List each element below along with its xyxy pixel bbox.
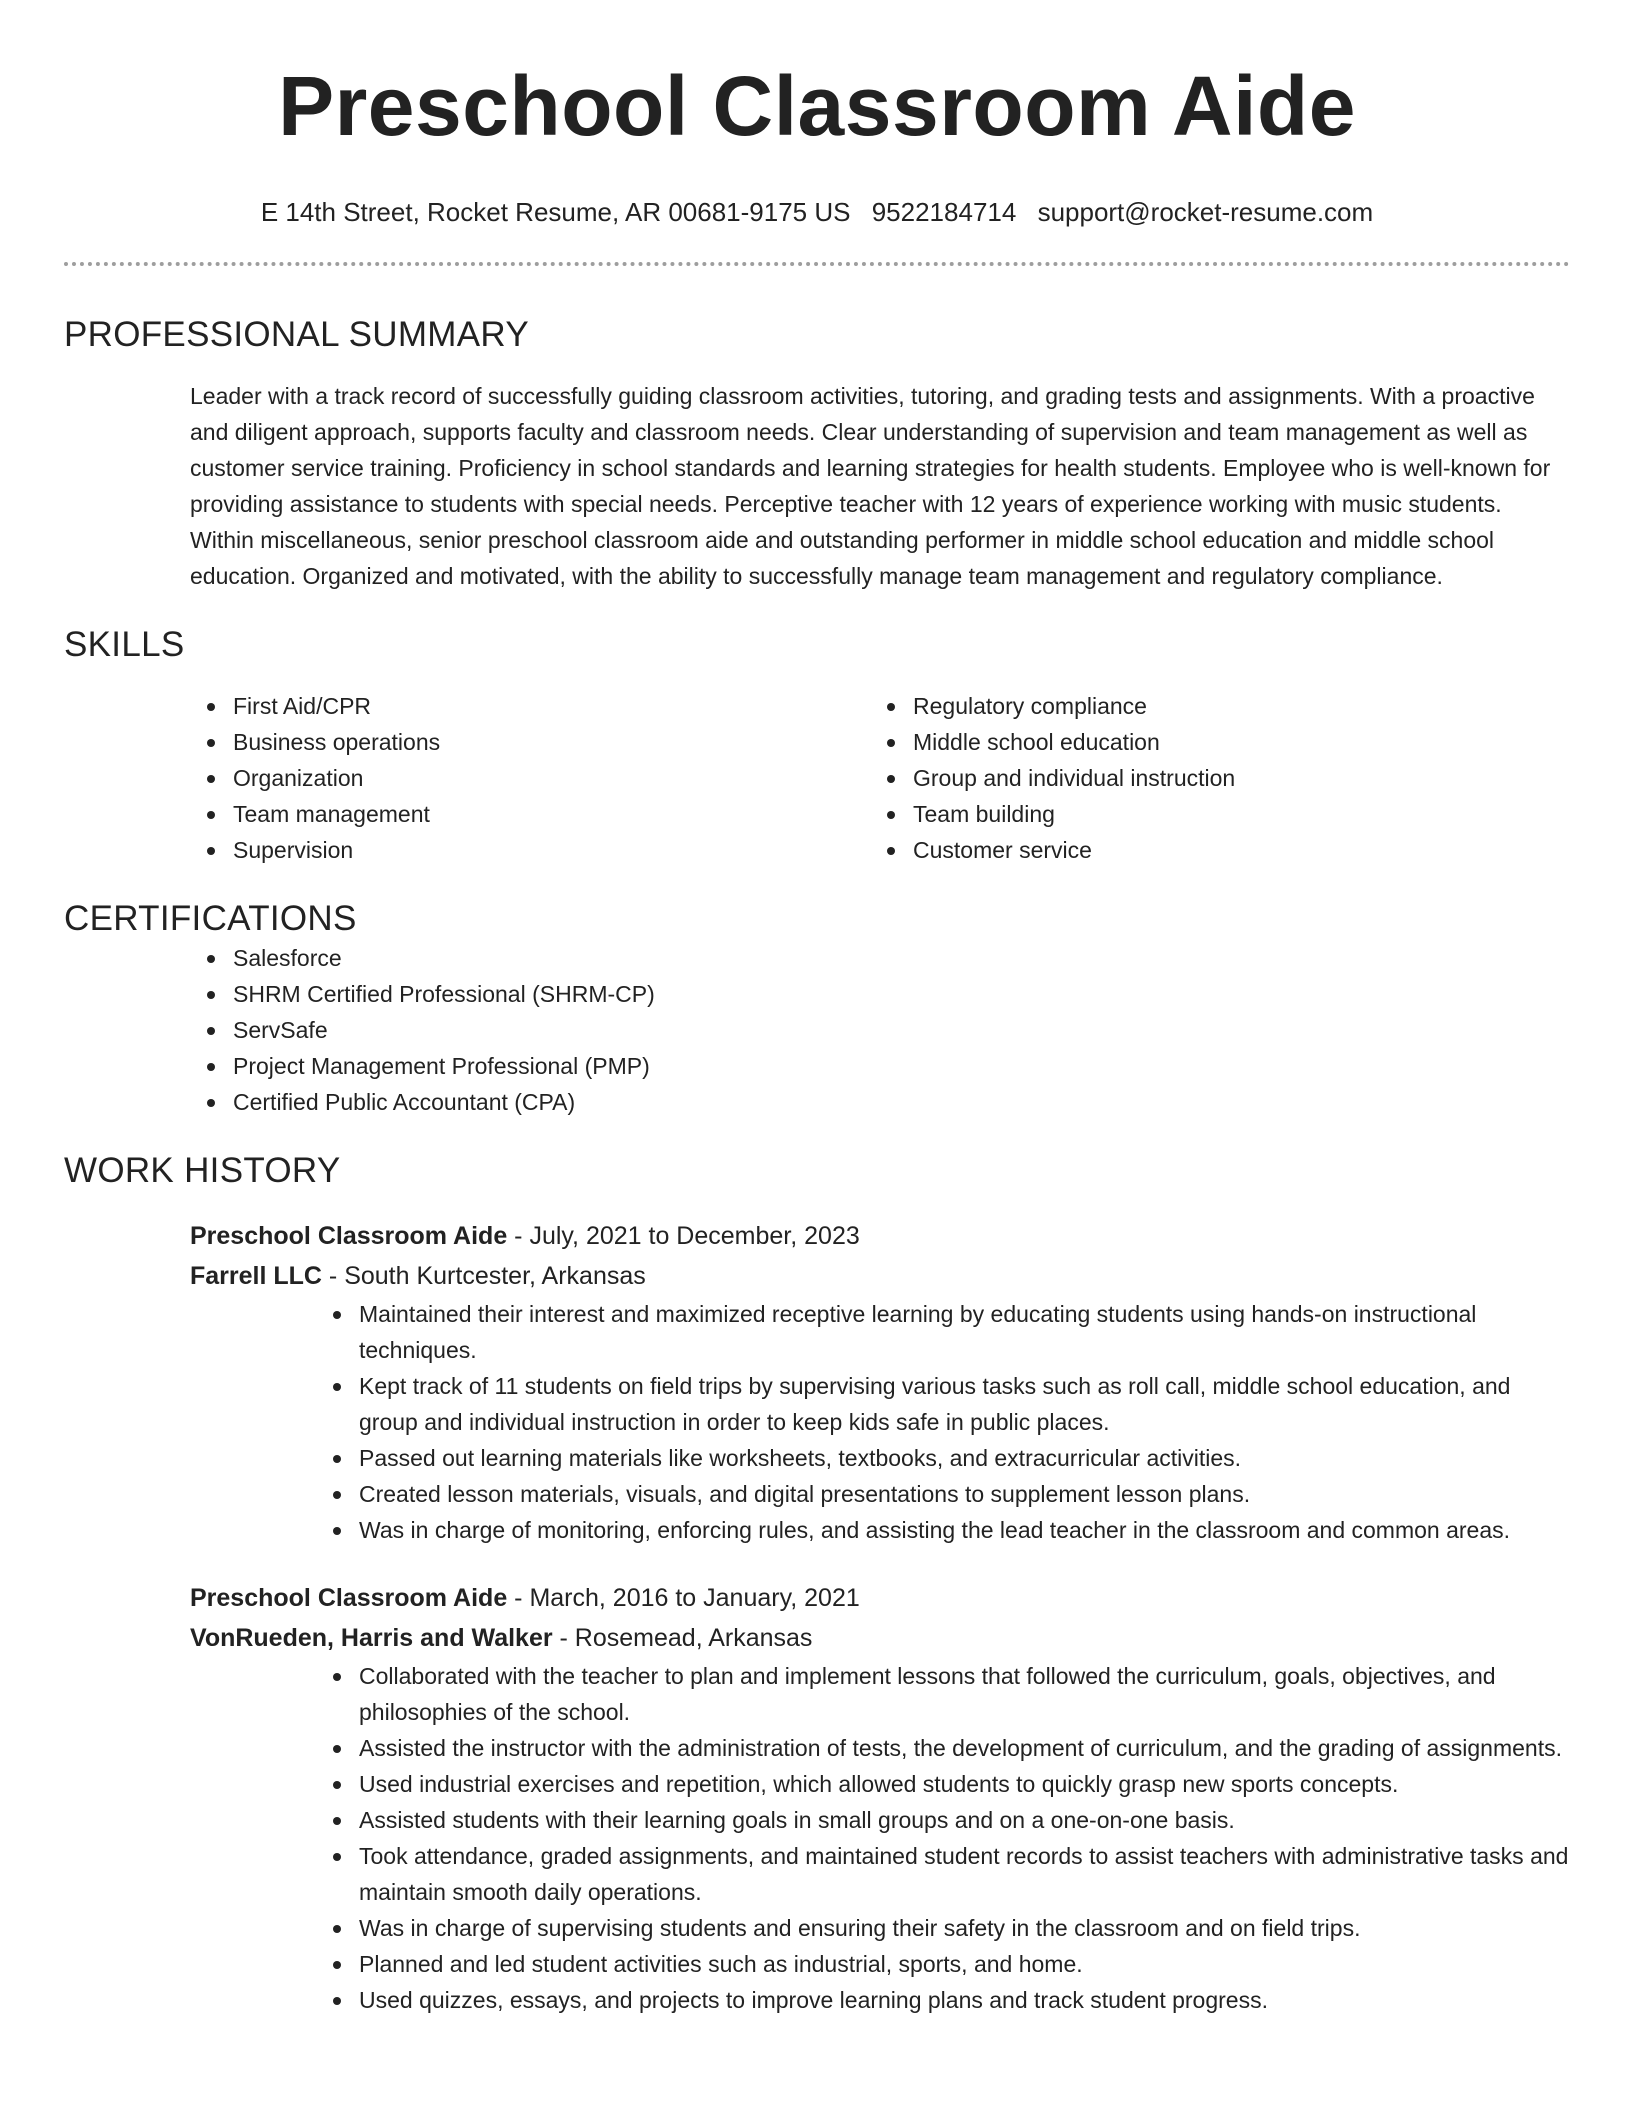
resume-page: [64, 0, 1570, 2018]
job-entry: [190, 1578, 1570, 2018]
certification-item: ServSafe: [64, 1012, 1570, 1048]
job-role-line: [190, 1216, 1570, 1256]
job-company: Farrell LLC: [190, 1262, 322, 1290]
skill-item: Supervision: [64, 832, 744, 868]
skills-grid: [64, 688, 1570, 868]
skill-item: Organization: [64, 760, 744, 796]
job-bullet: Maintained their interest and maximized receptive learning by educating students using hands-on instructional techniques.: [190, 1296, 1570, 1368]
job-company-line: [190, 1618, 1570, 1658]
skills-column-right: [744, 688, 1235, 868]
certifications-heading: CERTIFICATIONS: [64, 899, 357, 938]
job-bullet: Used industrial exercises and repetition, which allowed students to quickly grasp new sports concepts.: [190, 1766, 1570, 1802]
contact-email: support@rocket-resume.com: [1037, 197, 1374, 227]
job-bullet: Assisted students with their learning goals in small groups and on a one-on-one basis.: [190, 1802, 1570, 1838]
summary-text: Leader with a track record of successfully guiding classroom activities, tutoring, and grading tests and assignments. With a proactive and diligent approach, supports faculty and classroom needs. Clear understanding of supervision and team management as well as customer service training. Proficiency in school standards and learning strategies for health students. Employee who is well-known for providing assistance to students with special needs. Perceptive teacher with 12 years of experience working with music students. Within miscellaneous, senior preschool classroom aide and outstanding performer in middle school education and middle school education. Organized and motivated, with the ability to successfully manage team management and regulatory compliance.: [190, 383, 1551, 589]
contact-address: E 14th Street, Rocket Resume, AR 00681-9175 US: [260, 197, 851, 227]
job-bullet: Took attendance, graded assignments, and maintained student records to assist teachers with administrative tasks and maintain smooth daily operations.: [190, 1838, 1570, 1910]
certification-item: Certified Public Accountant (CPA): [64, 1084, 1570, 1120]
certification-item: Salesforce: [64, 940, 1570, 976]
header-divider: [64, 262, 1570, 266]
job-bullets: [190, 1658, 1570, 2018]
job-bullet: Used quizzes, essays, and projects to improve learning plans and track student progress.: [190, 1982, 1570, 2018]
job-entry: [190, 1216, 1570, 1548]
certifications-list: [64, 940, 1570, 1120]
job-bullet: Was in charge of monitoring, enforcing rules, and assisting the lead teacher in the classroom and common areas.: [190, 1512, 1570, 1548]
job-bullet: Passed out learning materials like worksheets, textbooks, and extracurricular activities.: [190, 1440, 1570, 1476]
job-dates: - July, 2021 to December, 2023: [507, 1222, 860, 1250]
skills-heading: SKILLS: [64, 625, 185, 664]
work-history-heading: WORK HISTORY: [64, 1151, 341, 1190]
job-location: - Rosemead, Arkansas: [552, 1624, 813, 1652]
job-bullet: Kept track of 11 students on field trips by supervising various tasks such as roll call, middle school education, and group and individual instruction in order to keep kids safe in public places.: [190, 1368, 1570, 1440]
job-bullet: Created lesson materials, visuals, and digital presentations to supplement lesson plans.: [190, 1476, 1570, 1512]
skill-item: Regulatory compliance: [744, 688, 1235, 724]
resume-name: Preschool Classroom Aide: [278, 59, 1356, 153]
job-bullet: Was in charge of supervising students and ensuring their safety in the classroom and on field trips.: [190, 1910, 1570, 1946]
job-location: - South Kurtcester, Arkansas: [321, 1262, 646, 1290]
job-dates: - March, 2016 to January, 2021: [507, 1584, 860, 1612]
certification-item: SHRM Certified Professional (SHRM-CP): [64, 976, 1570, 1012]
job-role: Preschool Classroom Aide: [190, 1584, 508, 1612]
skill-item: Group and individual instruction: [744, 760, 1235, 796]
skill-item: First Aid/CPR: [64, 688, 744, 724]
contact-line: [64, 196, 1570, 228]
skill-item: Middle school education: [744, 724, 1235, 760]
skill-item: Customer service: [744, 832, 1235, 868]
contact-phone: 9522184714: [871, 197, 1017, 227]
job-bullet: Assisted the instructor with the administration of tests, the development of curriculum, and the grading of assignments.: [190, 1730, 1570, 1766]
skill-item: Team management: [64, 796, 744, 832]
job-bullet: Planned and led student activities such as industrial, sports, and home.: [190, 1946, 1570, 1982]
skills-column-left: [64, 688, 744, 868]
certification-item: Project Management Professional (PMP): [64, 1048, 1570, 1084]
skill-item: Team building: [744, 796, 1235, 832]
job-bullets: [190, 1296, 1570, 1548]
summary-heading: PROFESSIONAL SUMMARY: [64, 315, 529, 354]
job-role-line: [190, 1578, 1570, 1618]
job-company-line: [190, 1256, 1570, 1296]
skill-item: Business operations: [64, 724, 744, 760]
job-company: VonRueden, Harris and Walker: [190, 1624, 553, 1652]
job-bullet: Collaborated with the teacher to plan and implement lessons that followed the curriculum, goals, objectives, and philosophies of the school.: [190, 1658, 1570, 1730]
job-role: Preschool Classroom Aide: [190, 1222, 508, 1250]
